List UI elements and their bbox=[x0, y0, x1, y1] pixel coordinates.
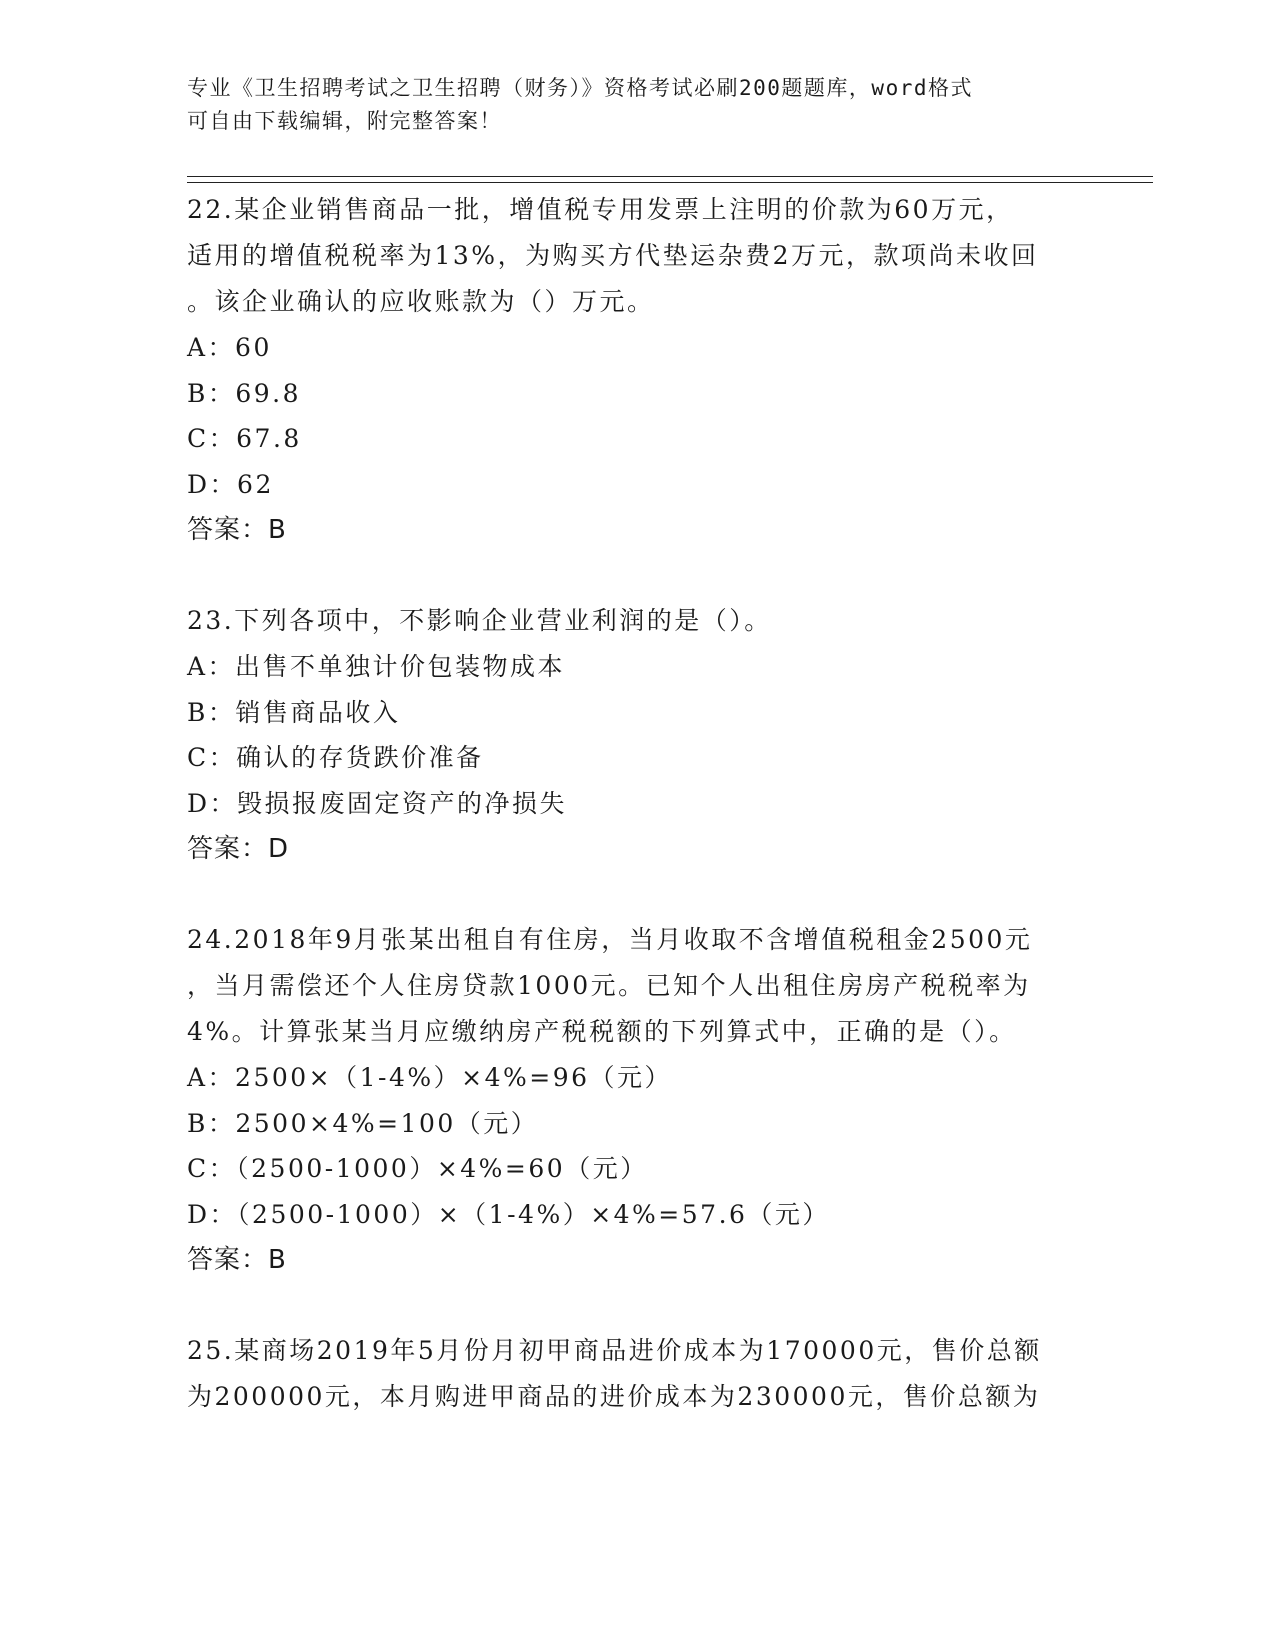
option-b: B：69.8 bbox=[187, 378, 302, 408]
header-divider-bottom bbox=[187, 182, 1153, 183]
answer-line: 答案：B bbox=[187, 515, 287, 545]
answer-line: 答案：D bbox=[187, 834, 290, 864]
answer-line: 答案：B bbox=[187, 1245, 287, 1275]
question-text-line: 22.某企业销售商品一批，增值税专用发票上注明的价款为60万元， bbox=[187, 195, 1014, 224]
option-b: B：销售商品收入 bbox=[187, 697, 401, 727]
option-d: D：（2500-1000）×（1-4%）×4%=57.6（元） bbox=[187, 1199, 830, 1229]
option-c: C：67.8 bbox=[187, 424, 302, 453]
option-a: A：出售不单独计价包装物成本 bbox=[187, 652, 566, 681]
question-25 bbox=[187, 1328, 1087, 1420]
question-text-line: 25.某商场2019年5月份月初甲商品进价成本为170000元，售价总额 bbox=[187, 1336, 1042, 1365]
option-a: A：60 bbox=[187, 333, 272, 362]
header-divider-top bbox=[187, 176, 1153, 177]
option-b: B：2500×4%=100（元） bbox=[187, 1108, 539, 1138]
option-a: A：2500×（1-4%）×4%=96（元） bbox=[187, 1063, 673, 1092]
header-line-1: 专业《卫生招聘考试之卫生招聘（财务）》资格考试必刷200题题库，word格式 bbox=[187, 76, 973, 100]
document-header bbox=[187, 72, 1087, 138]
header-line-2: 可自由下载编辑，附完整答案！ bbox=[187, 109, 502, 133]
question-text-line: 为200000元，本月购进甲商品的进价成本为230000元，售价总额为 bbox=[187, 1382, 1041, 1411]
question-spacer bbox=[187, 553, 1087, 598]
question-text-line: ，当月需偿还个人住房贷款1000元。已知个人出租住房房产税税率为 bbox=[187, 971, 1031, 1000]
question-text-line: 适用的增值税税率为13%，为购买方代垫运杂费2万元，款项尚未收回 bbox=[187, 241, 1039, 270]
question-text-line: 4%。计算张某当月应缴纳房产税税额的下列算式中，正确的是（）。 bbox=[187, 1017, 1017, 1046]
question-text-line: 23.下列各项中，不影响企业营业利润的是（）。 bbox=[187, 606, 772, 635]
question-text-line: 。该企业确认的应收账款为（）万元。 bbox=[187, 287, 655, 316]
option-d: D：62 bbox=[187, 469, 274, 499]
question-23 bbox=[187, 598, 1087, 872]
option-c: C：（2500-1000）×4%=60（元） bbox=[187, 1154, 648, 1183]
question-spacer bbox=[187, 1283, 1087, 1328]
question-22 bbox=[187, 187, 1087, 553]
option-c: C：确认的存货跌价准备 bbox=[187, 743, 484, 772]
option-d: D：毁损报废固定资产的净损失 bbox=[187, 788, 568, 818]
question-24 bbox=[187, 917, 1087, 1283]
question-text-line: 24.2018年9月张某出租自有住房，当月收取不含增值税租金2500元 bbox=[187, 925, 1033, 954]
question-list bbox=[187, 187, 1087, 1420]
question-spacer bbox=[187, 872, 1087, 917]
